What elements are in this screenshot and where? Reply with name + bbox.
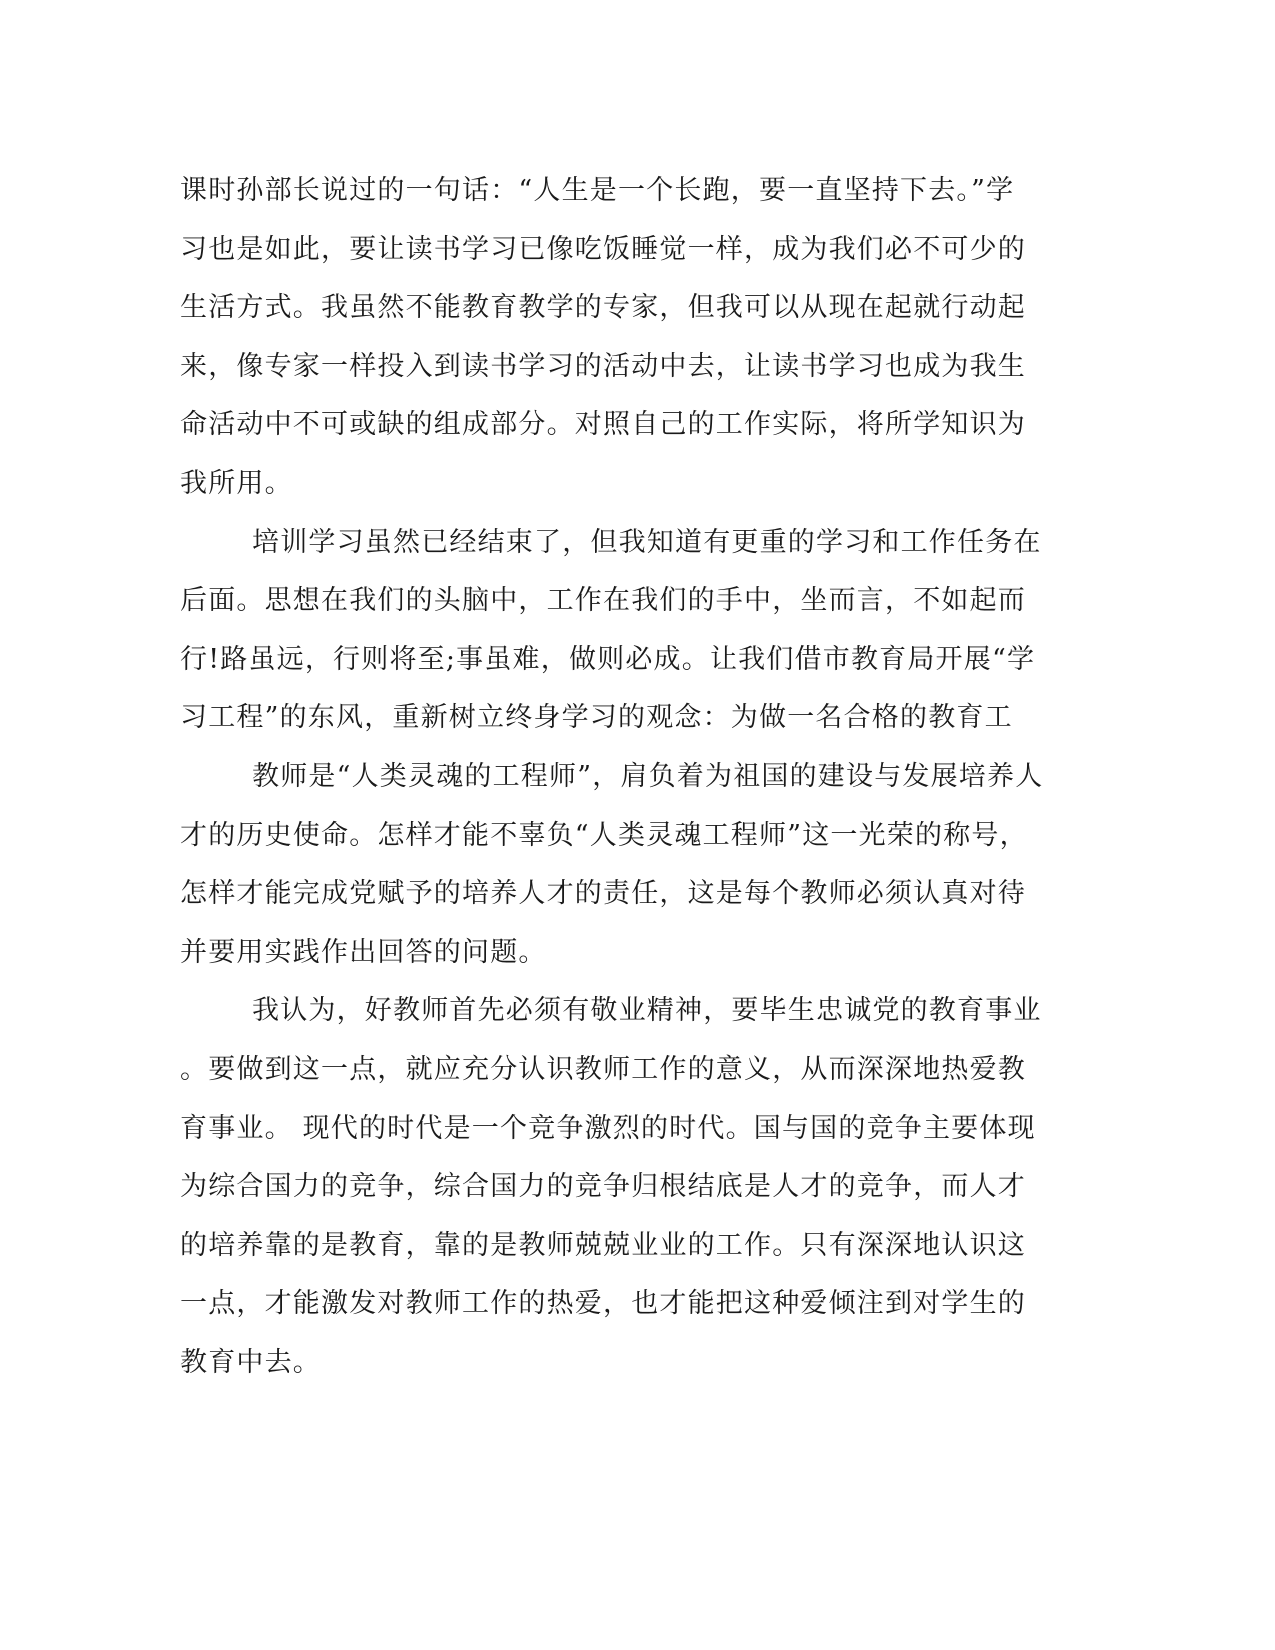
text-line: 。要做到这一点，就应充分认识教师工作的意义，从而深深地热爱教 [180,1053,1026,1085]
text-line: 才的历史使命。怎样才能不辜负“人类灵魂工程师”这一光荣的称号， [180,819,1028,851]
text-line: 一点，才能激发对教师工作的热爱，也才能把这种爱倾注到对学生的 [180,1288,1026,1320]
text-line: 后面。思想在我们的头脑中，工作在我们的手中，坐而言，不如起而 [180,585,1026,617]
document-body [180,162,1044,1392]
text-line: 为综合国力的竞争，综合国力的竞争归根结底是人才的竞争，而人才 [180,1171,1026,1203]
text-line: 习工程”的东风，重新树立终身学习的观念：为做一名合格的教育工 [180,702,1013,734]
text-line: 课时孙部长说过的一句话：“人生是一个长跑，要一直坚持下去。”学 [180,175,1015,206]
text-line: 生活方式。我虽然不能教育教学的专家，但我可以从现在起就行动起 [180,292,1026,324]
text-line: 来，像专家一样投入到读书学习的活动中去，让读书学习也成为我生 [180,350,1026,382]
text-line: 教师是“人类灵魂的工程师”，肩负着为祖国的建设与发展培养人 [252,760,1044,792]
text-line: 的培养靠的是教育，靠的是教师兢兢业业的工作。只有深深地认识这 [180,1229,1026,1261]
text-line: 命活动中不可或缺的组成部分。对照自己的工作实际，将所学知识为 [180,409,1026,441]
text-line: 育事业。 现代的时代是一个竞争激烈的时代。国与国的竞争主要体现 [180,1112,1036,1144]
text-line: 习也是如此，要让读书学习已像吃饭睡觉一样，成为我们必不可少的 [180,233,1026,265]
paragraph-1 [180,162,1040,514]
text-line: 我认为，好教师首先必须有敬业精神，要毕生忠诚党的教育事业 [252,995,1042,1027]
paragraph-3 [180,748,1044,982]
text-line: 我所用。 [180,467,293,499]
paragraph-4 [180,982,1040,1392]
text-line: 怎样才能完成党赋予的培养人才的责任，这是每个教师必须认真对待 [180,878,1026,910]
text-line: 行!路虽远，行则将至;事虽难，做则必成。让我们借市教育局开展“学 [180,643,1036,675]
paragraph-2 [180,514,1040,748]
text-line: 培训学习虽然已经结束了，但我知道有更重的学习和工作任务在 [252,526,1042,558]
text-line: 教育中去。 [180,1346,321,1378]
text-line: 并要用实践作出回答的问题。 [180,936,547,968]
